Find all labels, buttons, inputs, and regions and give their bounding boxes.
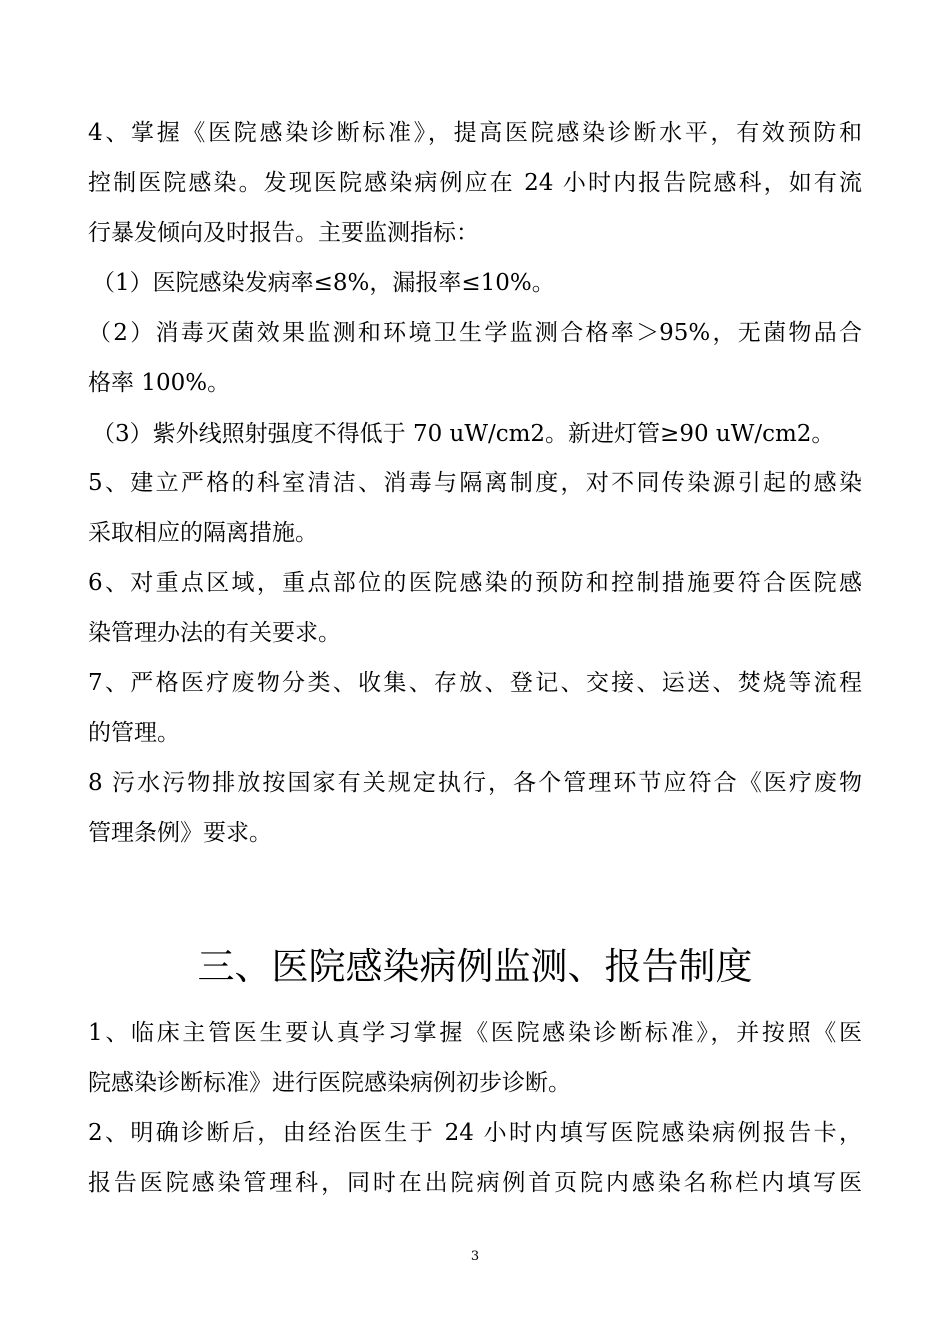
text-line: 院感染诊断标准》进行医院感染病例初步诊断。 <box>88 1070 571 1096</box>
text-line: 2、明确诊断后，由经治医生于 24 小时内填写医院感染病例报告卡， <box>88 1120 862 1146</box>
text-line: 4、掌握《医院感染诊断标准》，提高医院感染诊断水平，有效预防和 <box>88 120 862 146</box>
text-line: 染管理办法的有关要求。 <box>88 620 341 646</box>
text-line: 采取相应的隔离措施。 <box>88 520 318 546</box>
text-line: 控制医院感染。发现医院感染病例应在 24 小时内报告院感科，如有流 <box>88 170 862 196</box>
text-line: 1、临床主管医生要认真学习掌握《医院感染诊断标准》，并按照《医 <box>88 1020 862 1046</box>
text-line: 6、对重点区域，重点部位的医院感染的预防和控制措施要符合医院感 <box>88 570 862 596</box>
text-line: 报告医院感染管理科，同时在出院病例首页院内感染名称栏内填写医 <box>88 1170 862 1196</box>
text-line: 的管理。 <box>88 720 180 746</box>
text-line: （1）医院感染发病率≤8%，漏报率≤10%。 <box>92 270 555 296</box>
text-line: 格率 100%。 <box>88 370 231 396</box>
text-line: 行暴发倾向及时报告。主要监测指标： <box>88 220 479 246</box>
text-line: （3）紫外线照射强度不得低于 70 uW/cm2。新进灯管≥90 uW/cm2。 <box>92 421 835 447</box>
text-line: （2）消毒灭菌效果监测和环境卫生学监测合格率＞95%，无菌物品合 <box>88 320 862 346</box>
page-number: 3 <box>470 1249 480 1264</box>
section-heading: 三、医院感染病例监测、报告制度 <box>197 945 753 988</box>
text-line: 8 污水污物排放按国家有关规定执行，各个管理环节应符合《医疗废物 <box>88 770 862 796</box>
text-line: 5、建立严格的科室清洁、消毒与隔离制度，对不同传染源引起的感染 <box>88 470 862 496</box>
text-line: 管理条例》要求。 <box>88 820 272 846</box>
text-line: 7、严格医疗废物分类、收集、存放、登记、交接、运送、焚烧等流程 <box>88 670 862 696</box>
